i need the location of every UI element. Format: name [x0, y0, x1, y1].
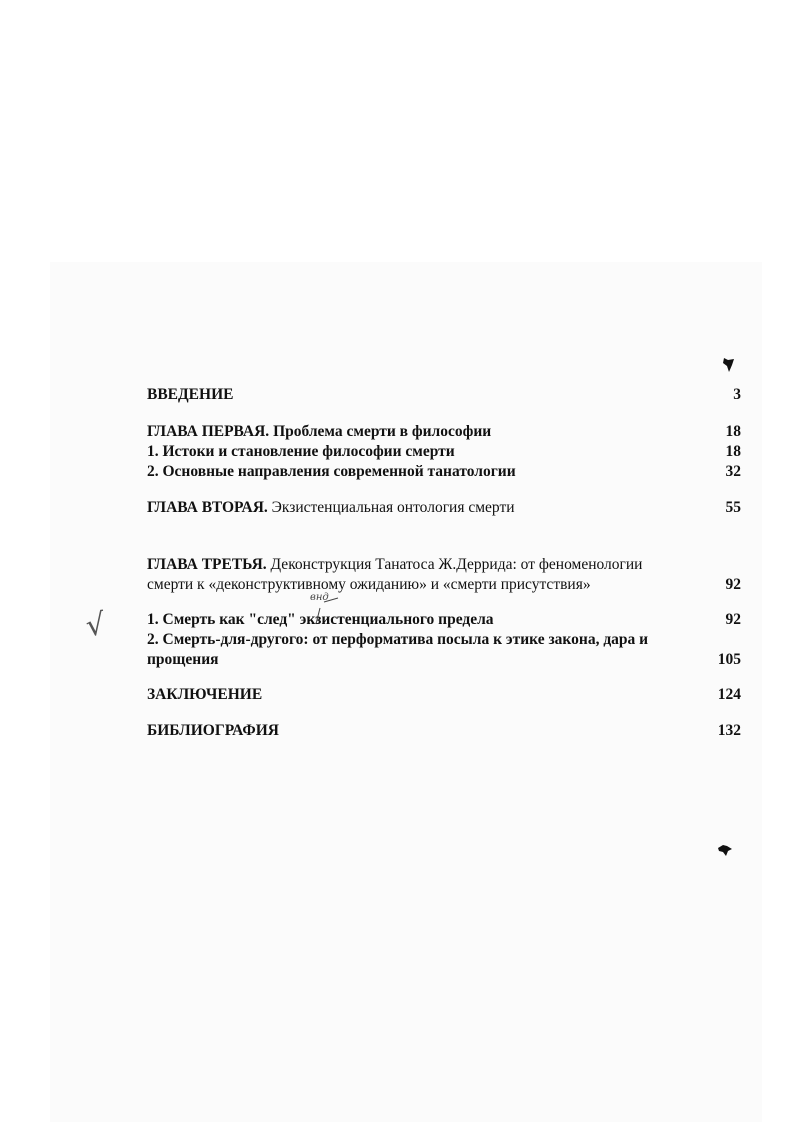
toc-ch2-cap: ГЛАВА ВТОРАЯ.	[147, 499, 268, 516]
scan-speck-top	[722, 357, 736, 373]
toc-conclusion-label: ЗАКЛЮЧЕНИЕ	[147, 686, 263, 703]
toc-entry-intro	[147, 385, 741, 404]
toc-ch2-page: 55	[725, 499, 741, 516]
toc-ch3-title-line1: Деконструкция Танатоса Ж.Деррида: от феноменологии	[270, 556, 643, 573]
toc-ch1-s1-page: 18	[725, 443, 741, 460]
toc-ch3-cap: ГЛАВА ТРЕТЬЯ.	[147, 556, 267, 573]
toc-entry-chapter-3-line-2	[147, 575, 741, 594]
toc-ch3-page: 92	[725, 576, 741, 593]
toc-ch3-s2-label-line1: 2. Смерть-для-другого: от перформатива посыла к этике закона, дара и	[147, 631, 649, 648]
toc-entry-ch1-section-2	[147, 462, 741, 481]
toc-ch3-s2-page: 105	[717, 651, 741, 668]
toc-entry-ch3-section-1	[147, 610, 741, 629]
handwritten-note: внд	[310, 592, 329, 603]
margin-check-mark: √	[83, 606, 108, 645]
toc-entry-chapter-3-line-1	[147, 555, 747, 574]
toc-ch3-s1-page: 92	[725, 611, 741, 628]
toc-ch1-title: Проблема смерти в философии	[273, 423, 492, 440]
toc-entry-conclusion	[147, 685, 741, 704]
toc-conclusion-page: 124	[717, 686, 741, 703]
toc-ch1-s2-page: 32	[725, 463, 741, 480]
scan-speck-bottom	[717, 843, 733, 857]
toc-entry-ch1-section-1	[147, 442, 741, 461]
toc-entry-ch3-section-2-line-1	[147, 630, 741, 649]
toc-bibliography-label: БИБЛИОГРАФИЯ	[147, 722, 279, 739]
toc-ch3-s1-label: 1. Смерть как "след" экзистенциального предела	[147, 611, 494, 628]
toc-ch1-s2-label: 2. Основные направления современной танатологии	[147, 463, 516, 480]
toc-entry-chapter-1	[147, 422, 741, 441]
toc-ch1-s1-label: 1. Истоки и становление философии смерти	[147, 443, 455, 460]
toc-entry-chapter-2	[147, 498, 741, 517]
toc-ch3-s2-label-line2: прощения	[147, 651, 219, 668]
toc-ch1-page: 18	[725, 423, 741, 440]
toc-entry-bibliography	[147, 721, 741, 740]
toc-intro-page: 3	[733, 386, 741, 403]
toc-intro-label: ВВЕДЕНИЕ	[147, 386, 234, 403]
toc-ch3-title-line2: смерти к «деконструктивному ожиданию» и «смерти присутствия»	[147, 576, 591, 593]
toc-bibliography-page: 132	[717, 722, 741, 739]
toc-entry-ch3-section-2-line-2	[147, 650, 741, 669]
toc-ch2-title: Экзистенциальная онтология смерти	[271, 499, 515, 516]
toc-ch1-cap: ГЛАВА ПЕРВАЯ.	[147, 423, 270, 440]
